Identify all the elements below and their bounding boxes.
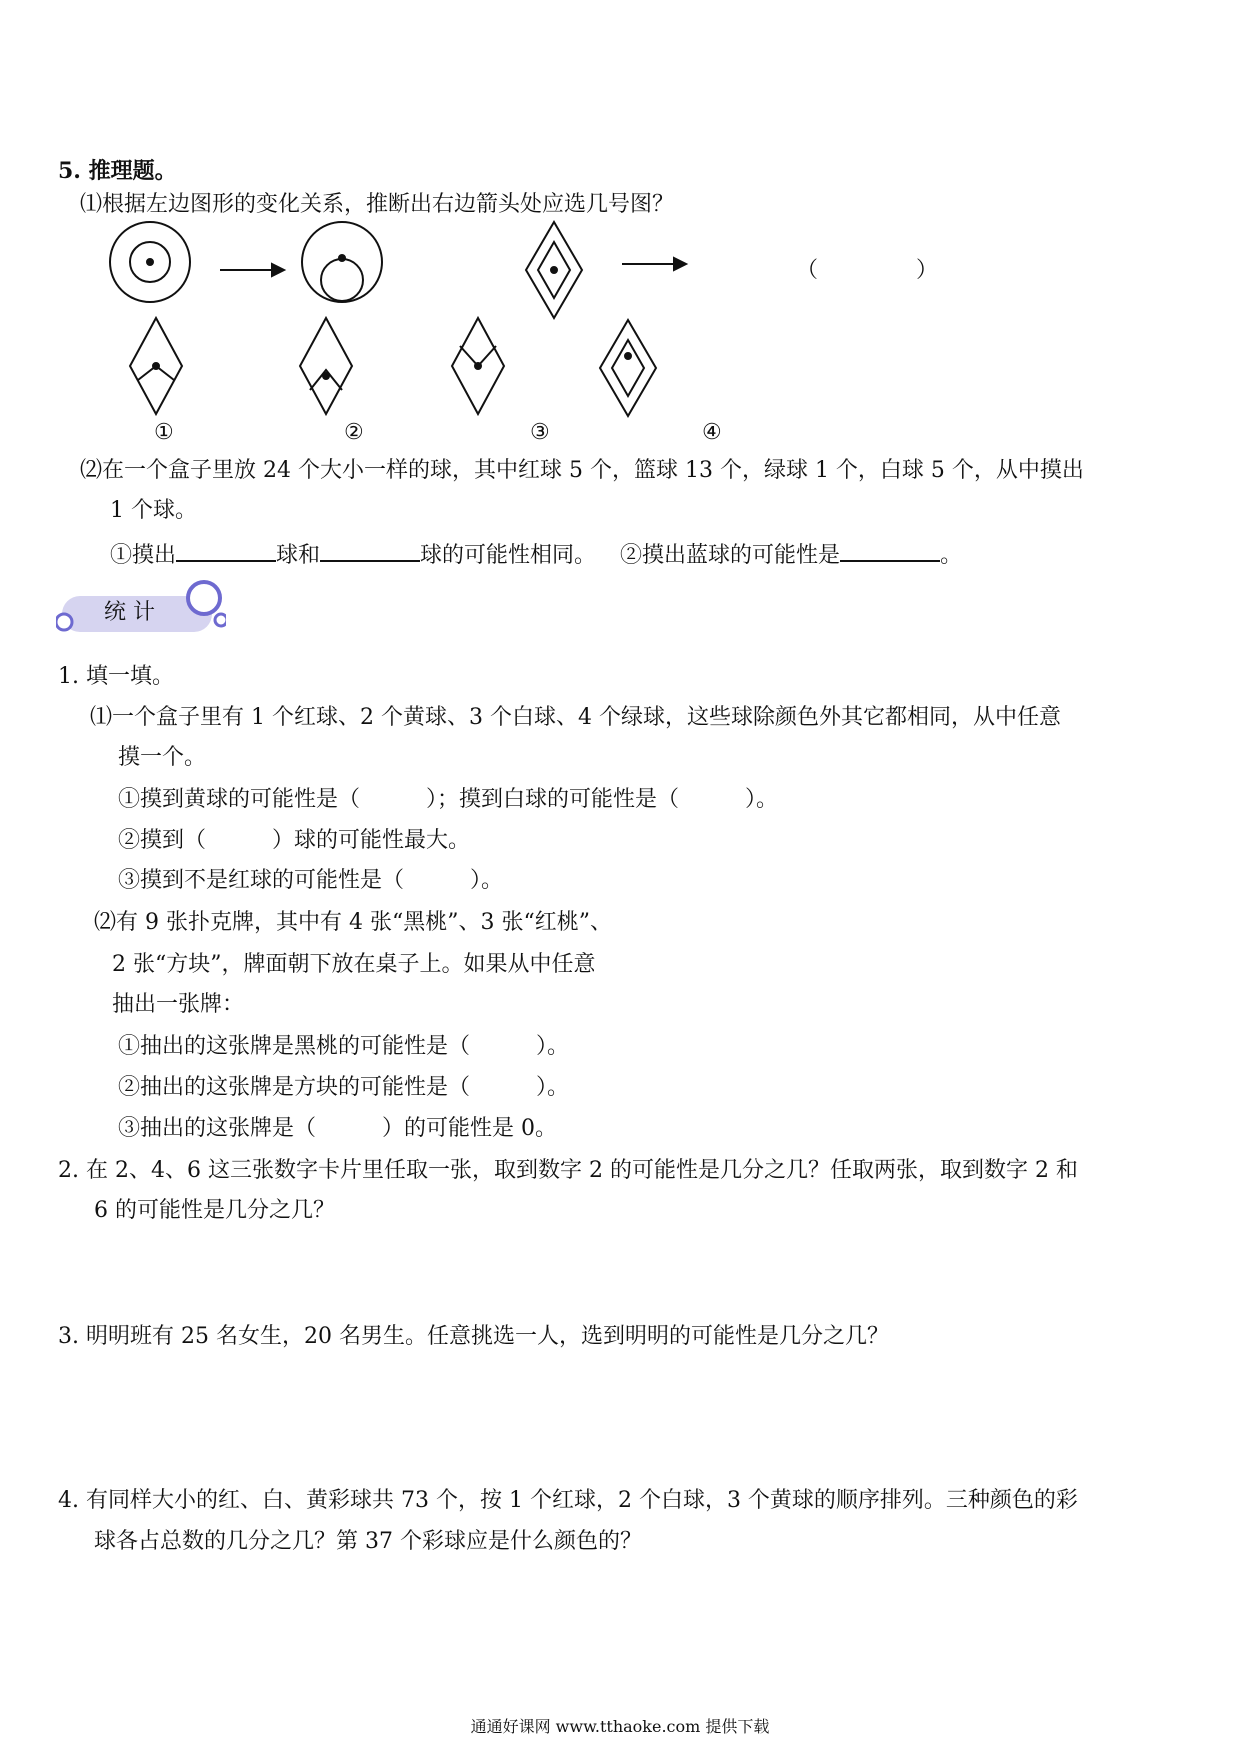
stats-q2-line-2: 6 的可能性是几分之几？ — [94, 1198, 335, 1223]
option-label-3: ③ — [530, 420, 550, 445]
stats-q2-line-1: 2. 在 2、4、6 这三张数字卡片里任取一张，取到数字 2 的可能性是几分之几？任取两张，取到数字 2 和 — [58, 1158, 1078, 1183]
q2-part-a3: 球的可能性相同。 — [420, 543, 597, 568]
q2-part-b1: ②摸出蓝球的可能性是 — [620, 543, 841, 568]
arrow-2-icon — [622, 258, 686, 270]
stats-q1-1-b: ②摸到（ ）球的可能性最大。 — [118, 828, 471, 853]
stats-q3: 3. 明明班有 25 名女生，20 名男生。任意挑选一人，选到明明的可能性是几分之几？ — [58, 1324, 889, 1349]
stats-q4-line-2: 球各占总数的几分之几？第 37 个彩球应是什么颜色的？ — [94, 1529, 642, 1554]
stats-q1-2-b: ②抽出的这张牌是方块的可能性是（ ）。 — [118, 1075, 570, 1100]
reasoning-figures — [0, 0, 1240, 470]
answer-paren-open: （ — [796, 258, 819, 283]
q2-part-a1: ①摸出 — [110, 543, 177, 568]
stats-q1-2-line-3: 抽出一张牌： — [112, 992, 245, 1017]
stats-q1-title: 1. 填一填。 — [58, 664, 174, 689]
section-badge-label: 统 计 — [104, 600, 155, 625]
q2-part-a2: 球和 — [276, 543, 321, 568]
option-4-figure — [600, 320, 656, 416]
blank-ball-1[interactable] — [176, 538, 276, 562]
stats-q1-2-line-2: 2 张“方块”，牌面朝下放在桌子上。如果从中任意 — [112, 952, 596, 977]
option-label-4: ④ — [702, 420, 722, 445]
q2-part-b2: 。 — [940, 543, 963, 568]
blank-ball-2[interactable] — [320, 538, 420, 562]
circles-transformed-figure — [302, 222, 382, 302]
nested-diamond-figure — [526, 222, 582, 318]
answer-paren-close: ） — [916, 258, 939, 283]
stats-q1-2-c: ③抽出的这张牌是（ ）的可能性是 0。 — [118, 1116, 557, 1141]
question-1-prompt: ⑴根据左边图形的变化关系，推断出右边箭头处应选几号图？ — [80, 192, 675, 217]
badge-ring-large-icon — [188, 582, 220, 614]
question-2-parts — [110, 538, 962, 571]
section-5-title: 5. 推理题。 — [58, 158, 177, 184]
concentric-circles-figure — [110, 222, 190, 302]
stats-q1-2-a: ①抽出的这张牌是黑桃的可能性是（ ）。 — [118, 1034, 570, 1059]
badge-ring-small-right-icon — [215, 614, 226, 626]
option-label-2: ② — [344, 420, 364, 445]
stats-q4-line-1: 4. 有同样大小的红、白、黄彩球共 73 个，按 1 个红球，2 个白球，3 个黄球的顺序排列。三种颜色的彩 — [58, 1488, 1078, 1513]
stats-q1-2-line-1: ⑵有 9 张扑克牌，其中有 4 张“黑桃”、3 张“红桃”、 — [94, 910, 612, 935]
page-footer: 通通好课网 www.tthaoke.com 提供下载 — [470, 1717, 770, 1736]
option-label-1: ① — [154, 420, 174, 445]
option-1-figure — [130, 318, 182, 414]
option-2-figure — [300, 318, 352, 414]
question-2-line-1: ⑵在一个盒子里放 24 个大小一样的球，其中红球 5 个，篮球 13 个，绿球 1 个，白球 5 个，从中摸出 — [80, 458, 1084, 483]
question-2-line-2: 1 个球。 — [110, 498, 197, 523]
option-3-figure — [452, 318, 504, 414]
stats-q1-1-c: ③摸到不是红球的可能性是（ ）。 — [118, 868, 504, 893]
stats-q1-1-a: ①摸到黄球的可能性是（ ）；摸到白球的可能性是（ ）。 — [118, 787, 779, 812]
arrow-1-icon — [220, 264, 284, 276]
stats-q1-1-line-1: ⑴一个盒子里有 1 个红球、2 个黄球、3 个白球、4 个绿球，这些球除颜色外其它都相同，从中任意 — [90, 705, 1061, 730]
badge-ring-small-left-icon — [56, 614, 72, 630]
blank-probability[interactable] — [840, 538, 940, 562]
stats-q1-1-line-2: 摸一个。 — [118, 745, 207, 770]
